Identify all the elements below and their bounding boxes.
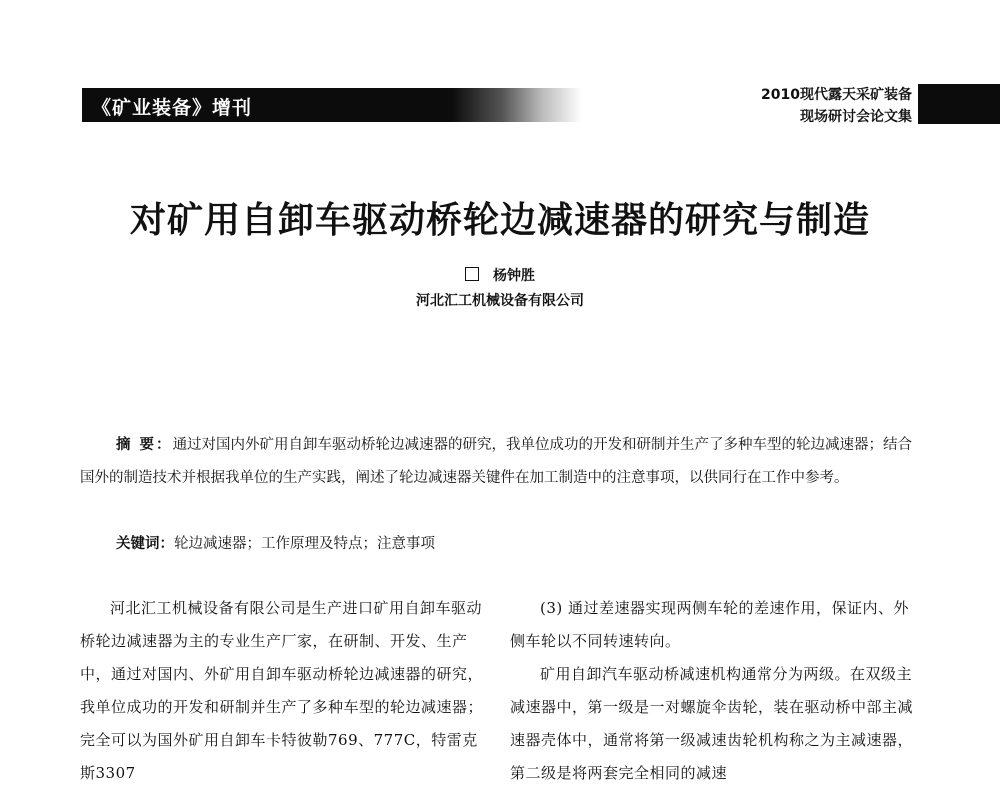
body-paragraph: 矿用自卸汽车驱动桥减速机构通常分为两级。在双级主减速器中，第一级是一对螺旋伞齿轮，装在驱动桥中部主减速器壳体中，通常将第一级减速齿轮机构称之为主减速器，第二级是将两套完全相同的减速: [510, 665, 914, 782]
paper-title: 对矿用自卸车驱动桥轮边减速器的研究与制造: [129, 199, 870, 241]
journal-banner: [82, 88, 582, 122]
conference-line-2: 现场研讨会论文集: [800, 109, 912, 125]
header-black-bar: [918, 84, 1000, 124]
keywords-text: 轮边减速器；工作原理及特点；注意事项: [174, 536, 435, 552]
author-line: [0, 265, 1000, 285]
body-column-left: [80, 592, 492, 790]
body-paragraph: (3) 通过差速器实现两侧车轮的差速作用，保证内、外侧车轮以不同转速转向。: [510, 599, 910, 650]
body-paragraph: 河北汇工机械设备有限公司是生产进口矿用自卸车驱动桥轮边减速器为主的专业生产厂家，在研制、开发、生产中，通过对国内、外矿用自卸车驱动桥轮边减速器的研究，我单位成功的开发和研制并生产了多种车型的轮边减速器；完全可以为国外矿用自卸车卡特彼勒769、777C，特雷克斯3307: [80, 599, 484, 782]
keywords: [116, 527, 916, 561]
keywords-label: 关键词：: [116, 535, 174, 552]
conference-line-1: 2010现代露天采矿装备: [761, 87, 912, 103]
affiliation: 河北汇工机械设备有限公司: [416, 293, 584, 309]
author-box-icon: [465, 267, 479, 281]
abstract-label: 摘 要：: [116, 436, 173, 453]
conference-info: [761, 84, 912, 128]
author-name: 杨钟胜: [493, 268, 535, 284]
abstract-text: 通过对国内外矿用自卸车驱动桥轮边减速器的研究，我单位成功的开发和研制并生产了多种车型的轮边减速器；结合国外的制造技术并根据我单位的生产实践，阐述了轮边减速器关键件在加工制造中的注意事项，以供同行在工作中参考。: [80, 437, 913, 486]
body-column-right: [510, 592, 922, 790]
journal-name: 《矿业装备》增刊: [92, 97, 253, 119]
abstract: [80, 428, 915, 495]
